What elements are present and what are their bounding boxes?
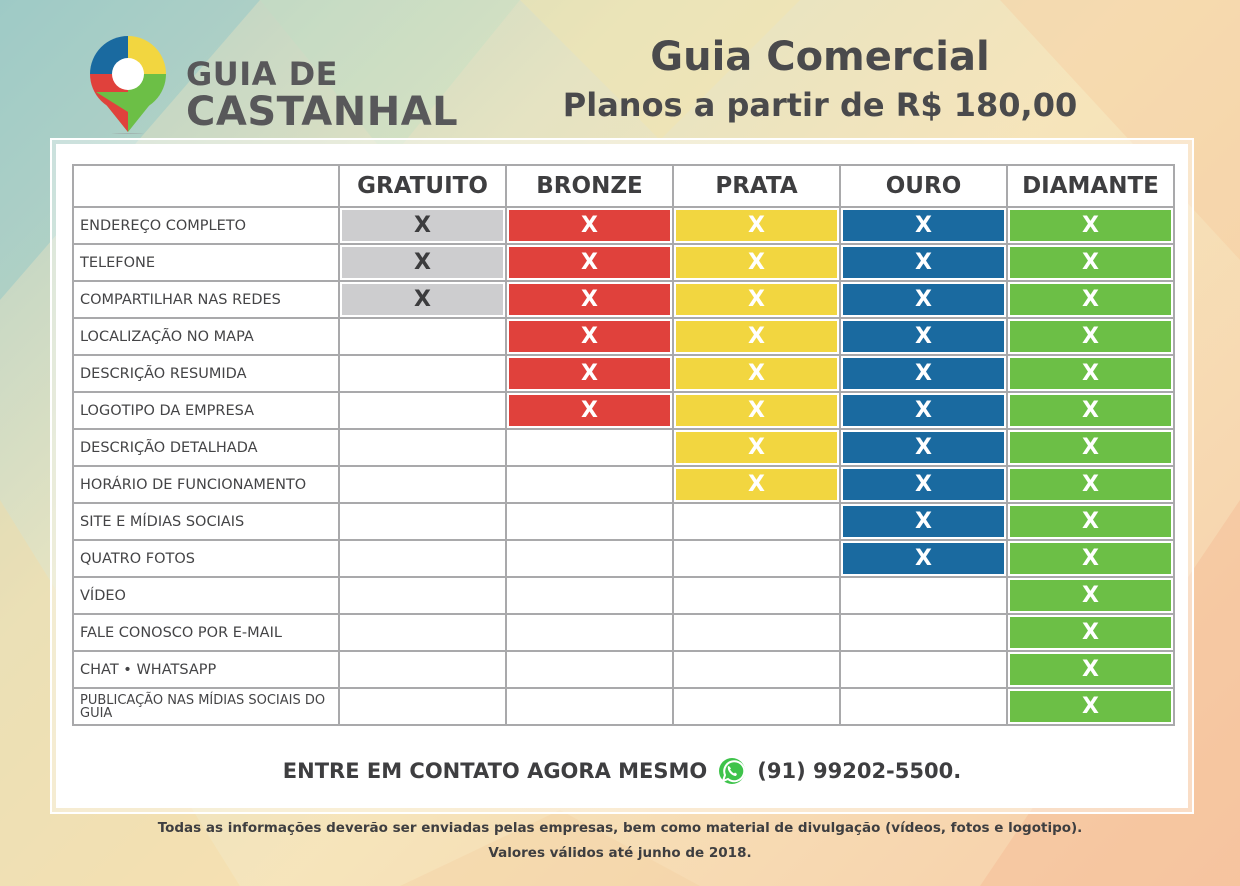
table-row xyxy=(73,614,1174,651)
feature-label: PUBLICAÇÃO NAS MÍDIAS SOCIAIS DO GUIA xyxy=(73,688,339,725)
contact-text: ENTRE EM CONTATO AGORA MESMO xyxy=(282,759,708,783)
table-row xyxy=(73,281,1174,318)
footer-note: Todas as informações deverão ser enviadas pelas empresas, bem como material de divulgação (vídeos, fotos e logotipo). xyxy=(157,820,1083,836)
plan-cell-prata xyxy=(673,577,840,614)
plan-cell-ouro xyxy=(840,355,1007,392)
feature-label: HORÁRIO DE FUNCIONAMENTO xyxy=(73,466,339,503)
included-mark: X xyxy=(1010,654,1171,685)
included-mark: X xyxy=(843,284,1004,315)
page-title: Guia Comercial xyxy=(650,34,990,80)
plan-cell-prata xyxy=(673,392,840,429)
plan-cell-prata xyxy=(673,281,840,318)
included-mark: X xyxy=(509,284,670,315)
included-mark: X xyxy=(676,321,837,352)
plan-cell-bronze xyxy=(506,244,673,281)
plan-cell-prata xyxy=(673,466,840,503)
plans-table xyxy=(72,164,1175,726)
table-row xyxy=(73,540,1174,577)
plan-cell-prata xyxy=(673,503,840,540)
plan-cell-prata xyxy=(673,429,840,466)
plans-table-body xyxy=(73,207,1174,725)
table-row xyxy=(73,651,1174,688)
plan-header-diamante: DIAMANTE xyxy=(1007,165,1174,207)
plans-card xyxy=(56,144,1188,808)
plan-cell-ouro xyxy=(840,540,1007,577)
included-mark: X xyxy=(843,506,1004,537)
plan-cell-prata xyxy=(673,318,840,355)
plan-cell-bronze xyxy=(506,355,673,392)
included-mark: X xyxy=(509,247,670,278)
plan-cell-bronze xyxy=(506,318,673,355)
included-mark: X xyxy=(509,395,670,426)
plan-cell-ouro xyxy=(840,577,1007,614)
feature-label: LOCALIZAÇÃO NO MAPA xyxy=(73,318,339,355)
logo-line-2: CASTANHAL xyxy=(186,89,459,135)
plan-header-ouro: OURO xyxy=(840,165,1007,207)
plan-cell-ouro xyxy=(840,503,1007,540)
page-subtitle: Planos a partir de R$ 180,00 xyxy=(562,86,1078,124)
included-mark: X xyxy=(676,395,837,426)
plan-cell-gratuito xyxy=(339,355,506,392)
plan-cell-bronze xyxy=(506,651,673,688)
plan-cell-ouro xyxy=(840,392,1007,429)
table-row xyxy=(73,503,1174,540)
included-mark: X xyxy=(1010,617,1171,648)
plan-cell-bronze xyxy=(506,207,673,244)
included-mark: X xyxy=(1010,580,1171,611)
plan-cell-gratuito xyxy=(339,688,506,725)
plan-cell-bronze xyxy=(506,688,673,725)
feature-header-empty xyxy=(73,165,339,207)
plan-cell-prata xyxy=(673,540,840,577)
table-row xyxy=(73,429,1174,466)
included-mark: X xyxy=(843,395,1004,426)
feature-label: COMPARTILHAR NAS REDES xyxy=(73,281,339,318)
included-mark: X xyxy=(676,247,837,278)
plan-cell-prata xyxy=(673,207,840,244)
included-mark: X xyxy=(1010,469,1171,500)
plan-cell-bronze xyxy=(506,281,673,318)
included-mark: X xyxy=(843,321,1004,352)
logo-wordmark xyxy=(186,55,459,135)
plan-header-prata: PRATA xyxy=(673,165,840,207)
table-row xyxy=(73,688,1174,725)
plan-header-bronze: BRONZE xyxy=(506,165,673,207)
included-mark: X xyxy=(1010,506,1171,537)
plan-cell-diamante xyxy=(1007,466,1174,503)
plan-cell-diamante xyxy=(1007,207,1174,244)
plan-cell-ouro xyxy=(840,466,1007,503)
included-mark: X xyxy=(1010,210,1171,241)
included-mark: X xyxy=(676,284,837,315)
plan-cell-gratuito xyxy=(339,318,506,355)
plan-cell-bronze xyxy=(506,466,673,503)
feature-label: DESCRIÇÃO RESUMIDA xyxy=(73,355,339,392)
included-mark: X xyxy=(843,469,1004,500)
contact-line xyxy=(56,756,1188,786)
plan-cell-gratuito xyxy=(339,651,506,688)
included-mark: X xyxy=(509,321,670,352)
included-mark: X xyxy=(1010,543,1171,574)
table-row xyxy=(73,466,1174,503)
plan-cell-gratuito xyxy=(339,429,506,466)
logo-line-1: GUIA DE xyxy=(186,55,338,93)
plan-cell-diamante xyxy=(1007,503,1174,540)
included-mark: X xyxy=(509,210,670,241)
plan-cell-gratuito xyxy=(339,577,506,614)
plan-cell-ouro xyxy=(840,614,1007,651)
plan-cell-gratuito xyxy=(339,503,506,540)
plan-cell-prata xyxy=(673,244,840,281)
feature-label: CHAT • WHATSAPP xyxy=(73,651,339,688)
feature-label: QUATRO FOTOS xyxy=(73,540,339,577)
contact-phone[interactable]: (91) 99202-5500. xyxy=(757,759,962,783)
plan-cell-diamante xyxy=(1007,651,1174,688)
plan-cell-bronze xyxy=(506,392,673,429)
included-mark: X xyxy=(1010,358,1171,389)
feature-label: ENDEREÇO COMPLETO xyxy=(73,207,339,244)
included-mark: X xyxy=(676,469,837,500)
included-mark: X xyxy=(843,432,1004,463)
included-mark: X xyxy=(1010,247,1171,278)
feature-label: DESCRIÇÃO DETALHADA xyxy=(73,429,339,466)
plan-cell-diamante xyxy=(1007,355,1174,392)
plan-cell-ouro xyxy=(840,244,1007,281)
plan-header-gratuito: GRATUITO xyxy=(339,165,506,207)
included-mark: X xyxy=(676,358,837,389)
feature-label: TELEFONE xyxy=(73,244,339,281)
plan-cell-gratuito xyxy=(339,614,506,651)
plan-cell-bronze xyxy=(506,614,673,651)
plan-cell-diamante xyxy=(1007,614,1174,651)
plan-cell-ouro xyxy=(840,281,1007,318)
included-mark: X xyxy=(509,358,670,389)
included-mark: X xyxy=(843,358,1004,389)
plan-cell-ouro xyxy=(840,429,1007,466)
plan-cell-gratuito xyxy=(339,281,506,318)
table-row xyxy=(73,207,1174,244)
plan-cell-ouro xyxy=(840,651,1007,688)
plan-cell-gratuito xyxy=(339,244,506,281)
plan-cell-diamante xyxy=(1007,688,1174,725)
plan-cell-bronze xyxy=(506,540,673,577)
plan-cell-bronze xyxy=(506,503,673,540)
table-row xyxy=(73,244,1174,281)
included-mark: X xyxy=(676,432,837,463)
plan-cell-diamante xyxy=(1007,244,1174,281)
whatsapp-icon xyxy=(717,756,747,786)
table-row xyxy=(73,392,1174,429)
plan-cell-diamante xyxy=(1007,281,1174,318)
feature-label: SITE E MÍDIAS SOCIAIS xyxy=(73,503,339,540)
feature-label: LOGOTIPO DA EMPRESA xyxy=(73,392,339,429)
plan-cell-diamante xyxy=(1007,392,1174,429)
included-mark: X xyxy=(1010,321,1171,352)
footer-validity: Valores válidos até junho de 2018. xyxy=(488,845,752,861)
plan-cell-diamante xyxy=(1007,577,1174,614)
plans-header-row xyxy=(73,165,1174,207)
plan-cell-prata xyxy=(673,651,840,688)
plan-cell-gratuito xyxy=(339,466,506,503)
plan-cell-gratuito xyxy=(339,540,506,577)
plan-cell-diamante xyxy=(1007,429,1174,466)
plan-cell-diamante xyxy=(1007,318,1174,355)
feature-label: FALE CONOSCO POR E-MAIL xyxy=(73,614,339,651)
plan-cell-ouro xyxy=(840,207,1007,244)
included-mark: X xyxy=(843,210,1004,241)
included-mark: X xyxy=(342,247,503,278)
included-mark: X xyxy=(342,210,503,241)
included-mark: X xyxy=(1010,395,1171,426)
included-mark: X xyxy=(1010,691,1171,722)
table-row xyxy=(73,577,1174,614)
included-mark: X xyxy=(843,247,1004,278)
plan-cell-gratuito xyxy=(339,207,506,244)
table-row xyxy=(73,355,1174,392)
plan-cell-ouro xyxy=(840,688,1007,725)
plan-cell-prata xyxy=(673,688,840,725)
feature-label: VÍDEO xyxy=(73,577,339,614)
table-row xyxy=(73,318,1174,355)
included-mark: X xyxy=(676,210,837,241)
plan-cell-prata xyxy=(673,614,840,651)
plan-cell-diamante xyxy=(1007,540,1174,577)
plan-cell-prata xyxy=(673,355,840,392)
plan-cell-bronze xyxy=(506,577,673,614)
plan-cell-ouro xyxy=(840,318,1007,355)
included-mark: X xyxy=(1010,432,1171,463)
included-mark: X xyxy=(1010,284,1171,315)
plan-cell-bronze xyxy=(506,429,673,466)
plan-cell-gratuito xyxy=(339,392,506,429)
included-mark: X xyxy=(843,543,1004,574)
included-mark: X xyxy=(342,284,503,315)
